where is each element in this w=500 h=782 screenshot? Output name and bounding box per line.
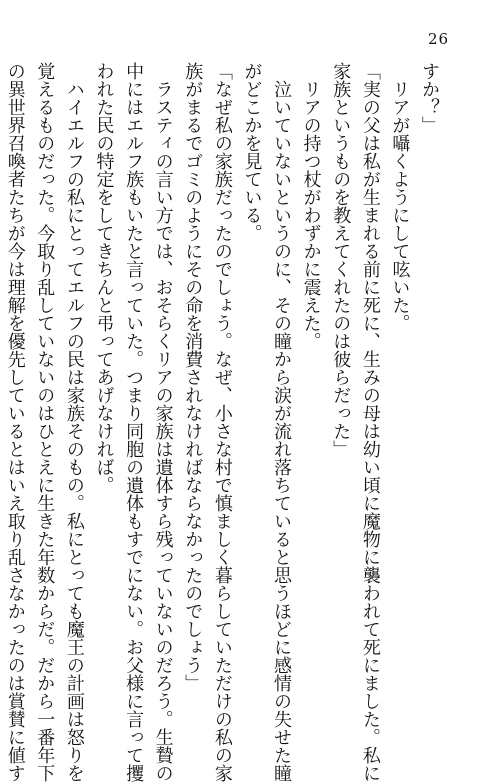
text-line: ハイエルフの私にとってエルフの民は家族そのもの。私にとっても魔王の計画は怒りを	[59, 62, 89, 662]
text-line: がどこかを見ている。	[237, 62, 267, 662]
text-line: 「実の父は私が生まれる前に死に、生みの母は幼い頃に魔物に襲われて死にました。私に	[355, 62, 385, 662]
text-line: 「なぜ私の家族だったのでしょう。なぜ、小さな村で慎ましく暮らしていただけの私の家	[207, 62, 237, 662]
page-number: 26	[428, 30, 449, 48]
text-line: の異世界召喚者たちが今は理解を優先しているとはいえ取り乱さなかったのは賞賛に値す	[0, 62, 30, 662]
text-line: われた民の特定をしてきちんと弔ってあげなければ。	[89, 62, 119, 662]
text-line: リアの持つ杖がわずかに震えた。	[296, 62, 326, 662]
text-line: ラスティの言い方では、おそらくリアの家族は遺体すら残っていないのだろう。生贄の	[148, 62, 178, 662]
text-line: 家族というものを教えてくれたのは彼らだった」	[326, 62, 356, 662]
text-line: 泣いていないというのに、その瞳から涙が流れ落ちていると思うほどに感情の失せた瞳	[266, 62, 296, 662]
text-line: 中にはエルフ族もいたと言っていた。つまり同胞の遺体もすでにない。お父様に言って攫	[118, 62, 148, 662]
text-line: すか？」	[414, 62, 444, 662]
text-line: リアが囁くようにして呟いた。	[385, 62, 415, 662]
text-line: 覚えるものだった。今取り乱していないのはひとえに生きた年数からだ。だから一番年下	[30, 62, 60, 662]
body-text	[44, 62, 444, 662]
text-line: 族がまるでゴミのようにその命を消費されなければならなかったのでしょう」	[178, 62, 208, 662]
